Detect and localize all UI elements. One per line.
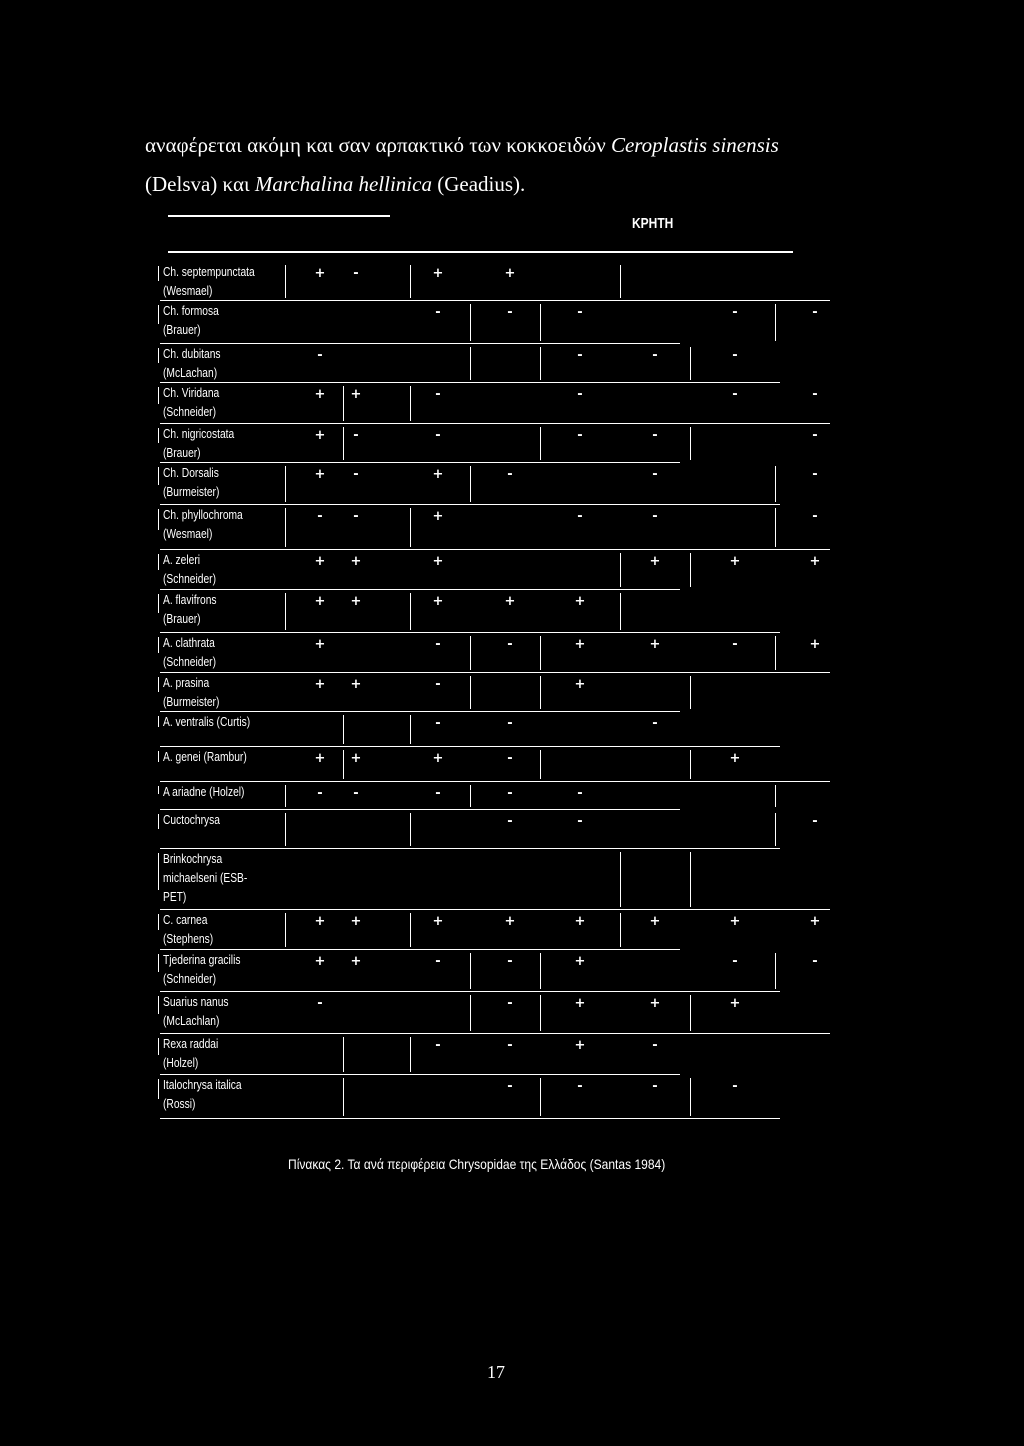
presence-mark: +	[574, 1038, 586, 1053]
presence-mark: +	[432, 509, 444, 524]
presence-mark: +	[350, 387, 362, 402]
row-separator	[160, 462, 680, 463]
absence-mark: -	[317, 996, 323, 1011]
absence-mark: -	[507, 751, 513, 766]
absence-mark: -	[577, 428, 583, 443]
absence-mark: -	[435, 716, 441, 731]
presence-mark: +	[574, 677, 586, 692]
presence-mark: +	[809, 554, 821, 569]
absence-mark: -	[435, 954, 441, 969]
column-divider	[410, 265, 411, 298]
presence-mark: +	[350, 677, 362, 692]
absence-mark: -	[507, 716, 513, 731]
species-name-line: Ch. dubitans	[163, 347, 221, 361]
presence-mark: +	[649, 637, 661, 652]
absence-mark: -	[435, 387, 441, 402]
species-name-line: (Burmeister)	[163, 695, 220, 709]
species-name	[163, 425, 270, 463]
row-separator	[160, 711, 680, 712]
species-name-line: michaelseni (ESB-	[163, 871, 248, 885]
column-divider	[690, 347, 691, 380]
column-divider	[775, 304, 776, 341]
absence-mark: -	[577, 348, 583, 363]
row-separator	[160, 848, 780, 849]
species-name-line: Ch. Dorsalis	[163, 466, 219, 480]
column-divider	[690, 995, 691, 1031]
species-name-line: (Brauer)	[163, 323, 201, 337]
left-edge-tick	[158, 428, 159, 443]
species-name-line: Ch. formosa	[163, 304, 219, 318]
column-divider	[775, 508, 776, 547]
species-name-line: (Wesmael)	[163, 527, 213, 541]
absence-mark: -	[317, 509, 323, 524]
species-name	[163, 713, 270, 732]
species-name	[163, 674, 270, 712]
species-name	[163, 811, 270, 830]
header-rule-bottom	[168, 251, 793, 253]
page-number: 17	[487, 1362, 505, 1382]
presence-mark: +	[314, 266, 326, 281]
column-divider	[285, 466, 286, 502]
absence-mark: -	[812, 305, 818, 320]
column-divider	[470, 676, 471, 709]
species-name-line: Tjederina gracilis	[163, 953, 241, 967]
column-divider	[775, 953, 776, 989]
column-divider	[410, 386, 411, 421]
presence-mark: +	[809, 637, 821, 652]
presence-mark: +	[729, 996, 741, 1011]
row-separator	[160, 809, 680, 810]
absence-mark: -	[652, 1038, 658, 1053]
left-edge-tick	[158, 554, 159, 570]
absence-mark: -	[732, 387, 738, 402]
absence-mark: -	[353, 467, 359, 482]
absence-mark: -	[577, 786, 583, 801]
table-caption: Πίνακας 2. Τα ανά περιφέρεια Chrysopidae της Ελλάδος (Santas 1984)	[288, 1156, 666, 1172]
left-edge-tick	[158, 954, 159, 972]
presence-mark: +	[574, 914, 586, 929]
species-name-line: Brinkochrysa	[163, 852, 223, 866]
absence-mark: -	[812, 387, 818, 402]
column-divider	[690, 676, 691, 709]
absence-mark: -	[732, 637, 738, 652]
left-edge-tick	[158, 1038, 159, 1055]
column-divider	[343, 715, 344, 744]
species-name	[163, 263, 270, 301]
column-divider	[775, 813, 776, 846]
absence-mark: -	[353, 786, 359, 801]
species-name	[163, 384, 270, 422]
column-divider	[540, 427, 541, 460]
left-edge-tick	[158, 914, 159, 930]
absence-mark: -	[577, 387, 583, 402]
row-separator	[160, 781, 830, 782]
left-edge-tick	[158, 467, 159, 485]
column-divider	[470, 636, 471, 670]
species-name-line: Ch. nigricostata	[163, 427, 235, 441]
column-divider	[620, 913, 621, 947]
absence-mark: -	[577, 509, 583, 524]
species-name-line: A ariadne (Holzel)	[163, 785, 245, 799]
species-name-line: (Schneider)	[163, 655, 216, 669]
row-separator	[160, 300, 830, 301]
absence-mark: -	[507, 637, 513, 652]
column-divider	[775, 466, 776, 502]
left-edge-tick	[158, 387, 159, 404]
species-name	[163, 850, 270, 907]
row-separator	[160, 1118, 780, 1119]
presence-mark: +	[432, 751, 444, 766]
row-separator	[160, 504, 780, 505]
presence-mark: +	[314, 954, 326, 969]
species-name	[163, 591, 270, 629]
species-name-line: (Burmeister)	[163, 485, 220, 499]
left-edge-tick	[158, 677, 159, 692]
absence-mark: -	[435, 637, 441, 652]
presence-mark: +	[574, 594, 586, 609]
left-edge-tick	[158, 509, 159, 530]
species-name-line: Cuctochrysa	[163, 813, 220, 827]
column-divider	[620, 852, 621, 907]
absence-mark: -	[317, 786, 323, 801]
header-rule-top	[168, 215, 390, 217]
column-divider	[620, 553, 621, 587]
absence-mark: -	[652, 428, 658, 443]
presence-mark: +	[504, 594, 516, 609]
species-name-line: Suarius nanus	[163, 995, 229, 1009]
row-separator	[160, 632, 780, 633]
absence-mark: -	[435, 428, 441, 443]
column-divider	[410, 715, 411, 744]
presence-mark: +	[432, 594, 444, 609]
absence-mark: -	[652, 509, 658, 524]
column-divider	[410, 813, 411, 846]
absence-mark: -	[507, 786, 513, 801]
column-divider	[540, 995, 541, 1031]
absence-mark: -	[507, 467, 513, 482]
absence-mark: -	[435, 677, 441, 692]
row-separator	[160, 909, 830, 910]
column-divider	[775, 636, 776, 670]
species-name-line: A. genei (Rambur)	[163, 750, 247, 764]
species-name-line: (Schneider)	[163, 405, 216, 419]
column-divider	[285, 913, 286, 947]
column-divider	[343, 750, 344, 779]
column-divider	[470, 953, 471, 989]
intro-line-2: (Delsva) και Marchalina hellinica (Geadius).	[145, 172, 526, 196]
column-divider	[540, 953, 541, 989]
column-divider	[540, 636, 541, 670]
column-divider	[285, 265, 286, 298]
species-name-line: A. ventralis (Curtis)	[163, 715, 251, 729]
row-separator	[160, 382, 780, 383]
absence-mark: -	[507, 1038, 513, 1053]
presence-mark: +	[314, 387, 326, 402]
absence-mark: -	[507, 996, 513, 1011]
presence-mark: +	[350, 914, 362, 929]
row-separator	[160, 949, 680, 950]
species-name-line: A. clathrata	[163, 636, 215, 650]
species-name	[163, 634, 270, 672]
column-divider	[285, 785, 286, 807]
species-name	[163, 1076, 270, 1114]
species-name-line: Italochrysa italica	[163, 1078, 242, 1092]
species-name	[163, 783, 270, 802]
species-ceroplastis: Ceroplastis sinensis	[610, 133, 779, 157]
row-separator	[160, 672, 830, 673]
column-divider	[410, 593, 411, 630]
presence-mark: +	[574, 996, 586, 1011]
species-name	[163, 551, 270, 589]
presence-mark: +	[504, 914, 516, 929]
left-edge-tick	[158, 751, 159, 762]
left-edge-tick	[158, 853, 159, 890]
presence-mark: +	[350, 554, 362, 569]
column-divider	[470, 466, 471, 502]
row-separator	[160, 1074, 680, 1075]
column-divider	[470, 995, 471, 1031]
left-edge-tick	[158, 814, 159, 829]
row-separator	[160, 991, 780, 992]
species-name-line: Rexa raddai	[163, 1037, 219, 1051]
column-divider	[540, 676, 541, 709]
presence-mark: +	[504, 266, 516, 281]
presence-mark: +	[314, 428, 326, 443]
left-edge-tick	[158, 637, 159, 653]
presence-mark: +	[350, 954, 362, 969]
column-divider	[470, 304, 471, 341]
presence-mark: +	[649, 914, 661, 929]
species-name-line: (Brauer)	[163, 612, 201, 626]
presence-mark: +	[432, 554, 444, 569]
presence-mark: +	[314, 554, 326, 569]
presence-mark: +	[574, 954, 586, 969]
left-edge-tick	[158, 786, 159, 794]
presence-mark: +	[729, 914, 741, 929]
absence-mark: -	[507, 814, 513, 829]
species-name	[163, 748, 270, 767]
column-divider	[540, 1078, 541, 1116]
column-divider	[540, 347, 541, 380]
species-name-line: (Stephens)	[163, 932, 214, 946]
absence-mark: -	[435, 305, 441, 320]
species-name-line: A. flavifrons	[163, 593, 217, 607]
row-separator	[160, 549, 830, 550]
column-divider	[343, 427, 344, 460]
column-divider	[540, 304, 541, 341]
species-name-line: Ch. Viridana	[163, 386, 220, 400]
absence-mark: -	[812, 428, 818, 443]
column-divider	[470, 347, 471, 380]
column-divider	[620, 265, 621, 298]
absence-mark: -	[435, 1038, 441, 1053]
species-name	[163, 993, 270, 1031]
species-name-line: (McLachlan)	[163, 1014, 220, 1028]
absence-mark: -	[732, 1079, 738, 1094]
absence-mark: -	[812, 814, 818, 829]
species-name	[163, 1035, 270, 1073]
row-separator	[160, 589, 680, 590]
column-divider	[690, 852, 691, 907]
species-name	[163, 951, 270, 989]
absence-mark: -	[732, 348, 738, 363]
species-name-line: Ch. phyllochroma	[163, 508, 243, 522]
column-divider	[540, 750, 541, 779]
presence-mark: +	[314, 914, 326, 929]
species-name-line: (McLachan)	[163, 366, 218, 380]
species-name	[163, 302, 270, 340]
absence-mark: -	[652, 1079, 658, 1094]
presence-mark: +	[574, 637, 586, 652]
region-label-crete: ΚΡΗΤΗ	[632, 215, 674, 232]
absence-mark: -	[317, 348, 323, 363]
absence-mark: -	[577, 305, 583, 320]
species-name-line: C. carnea	[163, 913, 208, 927]
species-name-line: (Rossi)	[163, 1097, 196, 1111]
left-edge-tick	[158, 305, 159, 324]
absence-mark: -	[507, 954, 513, 969]
absence-mark: -	[577, 814, 583, 829]
absence-mark: -	[812, 954, 818, 969]
species-name-line: (Schneider)	[163, 572, 216, 586]
presence-mark: +	[729, 751, 741, 766]
species-name-line: Ch. septempunctata	[163, 265, 255, 279]
row-separator	[160, 746, 780, 747]
absence-mark: -	[353, 428, 359, 443]
left-edge-tick	[158, 996, 159, 1014]
species-name	[163, 464, 270, 502]
absence-mark: -	[507, 305, 513, 320]
presence-mark: +	[432, 914, 444, 929]
column-divider	[343, 386, 344, 421]
absence-mark: -	[732, 954, 738, 969]
species-name	[163, 506, 270, 544]
left-edge-tick	[158, 348, 159, 363]
presence-mark: +	[432, 467, 444, 482]
row-separator	[160, 343, 680, 344]
presence-mark: +	[314, 594, 326, 609]
column-divider	[690, 1078, 691, 1116]
presence-mark: +	[729, 554, 741, 569]
column-divider	[343, 1078, 344, 1116]
column-divider	[410, 1037, 411, 1072]
column-divider	[690, 553, 691, 587]
species-name	[163, 345, 270, 383]
species-name	[163, 911, 270, 949]
column-divider	[285, 593, 286, 630]
presence-mark: +	[350, 594, 362, 609]
presence-mark: +	[350, 751, 362, 766]
species-name-line: A. zeleri	[163, 553, 201, 567]
absence-mark: -	[732, 305, 738, 320]
species-name-line: (Holzel)	[163, 1056, 199, 1070]
left-edge-tick	[158, 716, 159, 727]
left-edge-tick	[158, 594, 159, 613]
species-name-line: PET)	[163, 890, 187, 904]
column-divider	[690, 427, 691, 460]
absence-mark: -	[353, 266, 359, 281]
row-separator	[160, 423, 830, 424]
absence-mark: -	[652, 467, 658, 482]
presence-mark: +	[809, 914, 821, 929]
species-name-line: (Brauer)	[163, 446, 201, 460]
column-divider	[620, 593, 621, 630]
presence-mark: +	[432, 266, 444, 281]
left-edge-tick	[158, 266, 159, 281]
absence-mark: -	[435, 786, 441, 801]
species-marchalina: Marchalina hellinica	[254, 172, 432, 196]
row-separator	[160, 1033, 830, 1034]
presence-mark: +	[314, 751, 326, 766]
absence-mark: -	[652, 348, 658, 363]
absence-mark: -	[353, 509, 359, 524]
intro-paragraph	[145, 126, 875, 204]
intro-line-1: αναφέρεται ακόμη και σαν αρπακτικό των κοκκοειδών Ceroplastis sinensis	[145, 133, 779, 157]
column-divider	[285, 508, 286, 547]
column-divider	[285, 813, 286, 846]
column-divider	[410, 913, 411, 947]
absence-mark: -	[507, 1079, 513, 1094]
absence-mark: -	[812, 509, 818, 524]
column-divider	[343, 1037, 344, 1072]
presence-mark: +	[649, 554, 661, 569]
absence-mark: -	[577, 1079, 583, 1094]
absence-mark: -	[812, 467, 818, 482]
presence-mark: +	[649, 996, 661, 1011]
species-name-line: (Wesmael)	[163, 284, 213, 298]
column-divider	[690, 750, 691, 779]
presence-mark: +	[314, 677, 326, 692]
absence-mark: -	[652, 716, 658, 731]
column-divider	[470, 785, 471, 807]
presence-mark: +	[314, 467, 326, 482]
column-divider	[410, 508, 411, 547]
species-name-line: (Schneider)	[163, 972, 216, 986]
presence-mark: +	[314, 637, 326, 652]
column-divider	[775, 785, 776, 807]
species-name-line: A. prasina	[163, 676, 210, 690]
left-edge-tick	[158, 1079, 159, 1099]
